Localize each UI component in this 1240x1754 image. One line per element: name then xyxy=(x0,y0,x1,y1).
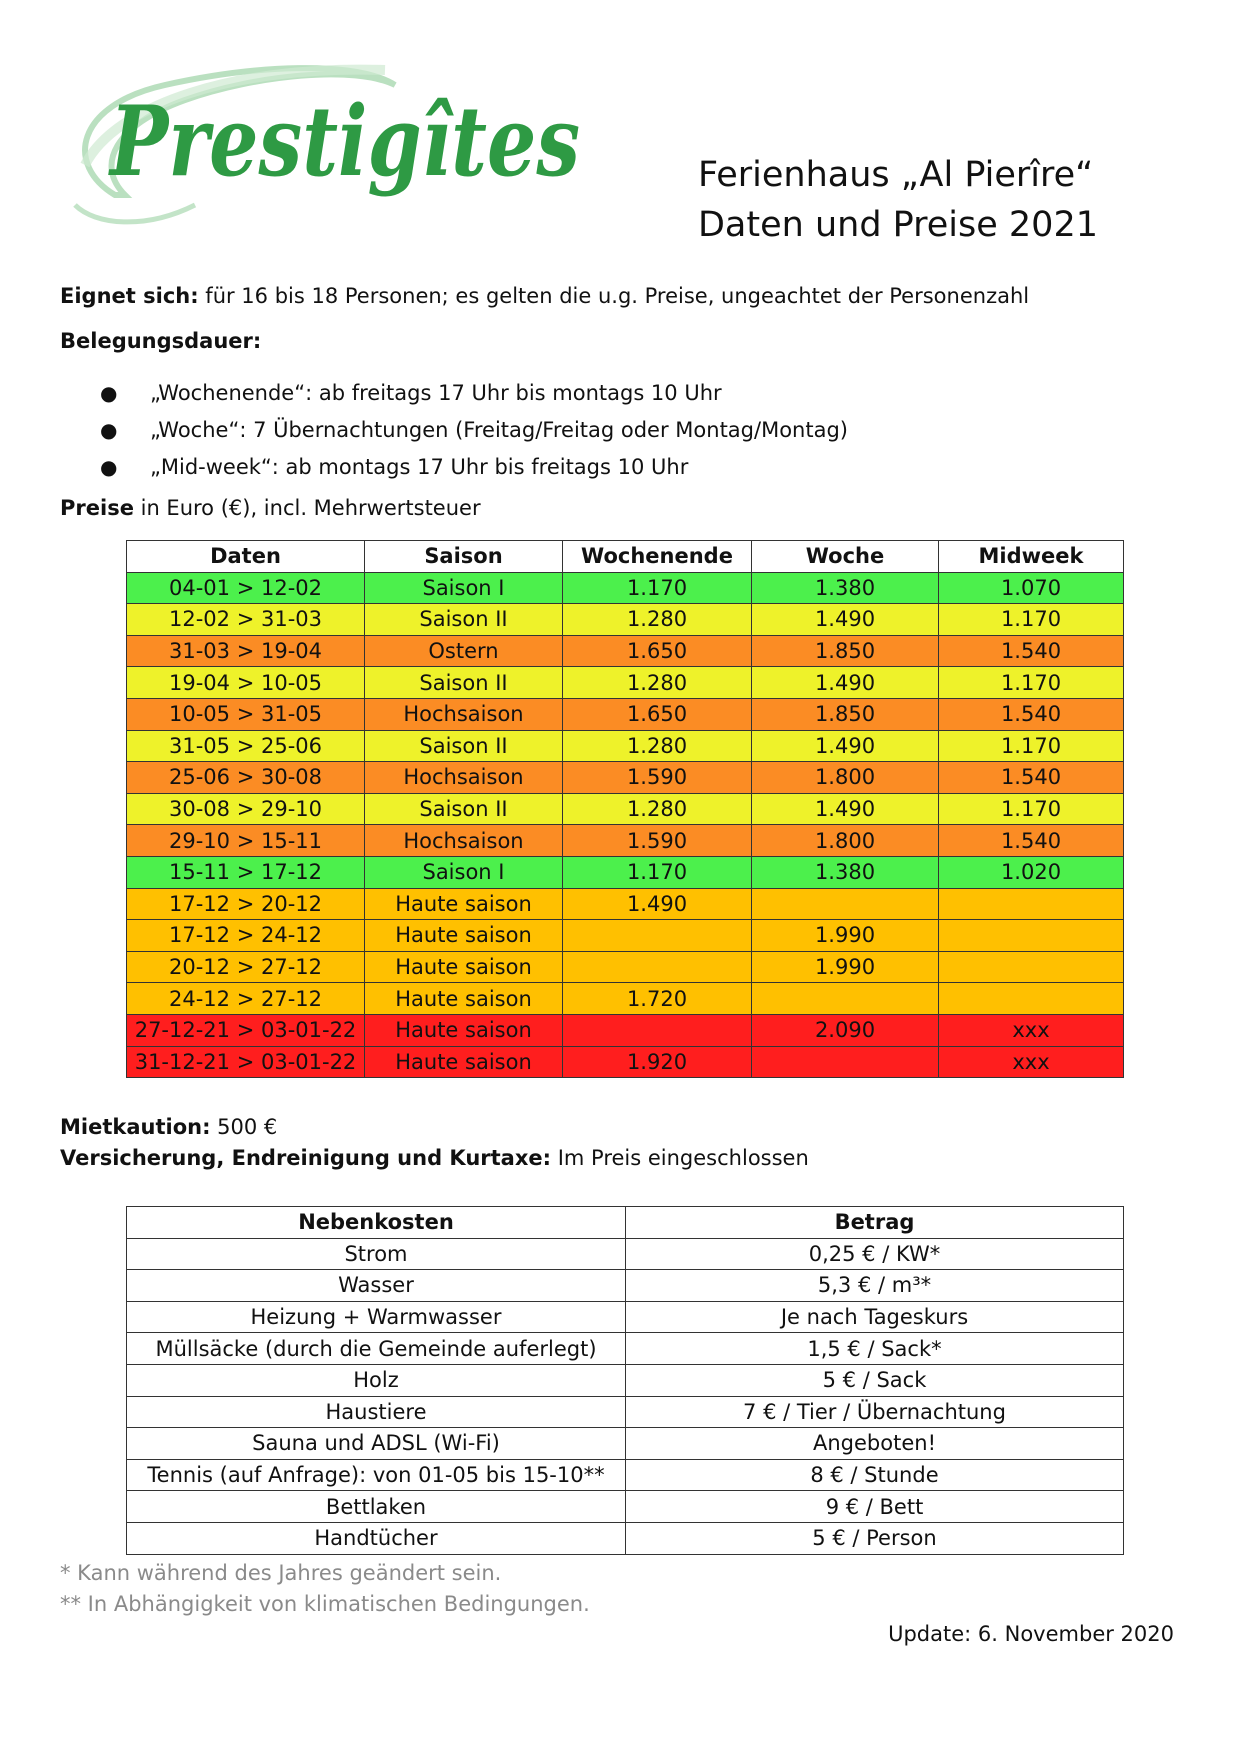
table-cell: 1.490 xyxy=(752,667,939,699)
table-cell: Tennis (auf Anfrage): von 01-05 bis 15-10** xyxy=(127,1459,626,1491)
table-row xyxy=(127,1333,1124,1365)
table-cell: 1.490 xyxy=(752,793,939,825)
table-cell: 1.490 xyxy=(752,730,939,762)
table-cell: 1.280 xyxy=(563,793,752,825)
table-cell xyxy=(752,1046,939,1078)
table-row xyxy=(127,1270,1124,1302)
table-cell: 1.170 xyxy=(939,667,1124,699)
table-cell: Saison II xyxy=(365,667,563,699)
table-cell xyxy=(563,920,752,952)
table-row xyxy=(127,572,1124,604)
table-cell: 25-06 > 30-08 xyxy=(127,762,365,794)
table-cell: Bettlaken xyxy=(127,1491,626,1523)
table-cell: 5 € / Sack xyxy=(626,1364,1124,1396)
table-cell: 1.650 xyxy=(563,635,752,667)
table-row xyxy=(127,730,1124,762)
table-cell: Hochsaison xyxy=(365,825,563,857)
table-cell: 19-04 > 10-05 xyxy=(127,667,365,699)
table-cell: 1.170 xyxy=(939,604,1124,636)
bullet-icon: ● xyxy=(100,381,118,405)
table-cell: 31-05 > 25-06 xyxy=(127,730,365,762)
table-row xyxy=(127,1396,1124,1428)
table-cell: 2.090 xyxy=(752,1014,939,1046)
table-cell: Sauna und ADSL (Wi-Fi) xyxy=(127,1428,626,1460)
table-cell: Haute saison xyxy=(365,920,563,952)
header-betrag: Betrag xyxy=(626,1207,1124,1239)
table-cell: 1.540 xyxy=(939,698,1124,730)
table-row xyxy=(127,1459,1124,1491)
table-cell: xxx xyxy=(939,1014,1124,1046)
list-item: ● „Mid-week“: ab montags 17 Uhr bis freitags 10 Uhr xyxy=(100,449,848,486)
table-cell: 31-12-21 > 03-01-22 xyxy=(127,1046,365,1078)
title-line-1: Ferienhaus „Al Pierîre“ xyxy=(697,155,1094,195)
table-cell: 17-12 > 20-12 xyxy=(127,888,365,920)
table-cell: Handtücher xyxy=(127,1522,626,1554)
duration-list xyxy=(100,375,848,486)
table-cell: 1.850 xyxy=(752,698,939,730)
table-cell: 1.170 xyxy=(563,572,752,604)
table-cell: 04-01 > 12-02 xyxy=(127,572,365,604)
table-row xyxy=(127,762,1124,794)
table-cell: 1.990 xyxy=(752,920,939,952)
table-row xyxy=(127,1046,1124,1078)
header-saison: Saison xyxy=(365,541,563,573)
table-cell: Hochsaison xyxy=(365,698,563,730)
table-row xyxy=(127,951,1124,983)
table-cell: Saison II xyxy=(365,793,563,825)
price-table xyxy=(126,540,1124,1078)
table-cell: 1.650 xyxy=(563,698,752,730)
table-cell: 15-11 > 17-12 xyxy=(127,856,365,888)
table-cell: 12-02 > 31-03 xyxy=(127,604,365,636)
header-wochenende: Wochenende xyxy=(563,541,752,573)
table-cell xyxy=(939,951,1124,983)
included-line: Versicherung, Endreinigung und Kurtaxe: Im Preis eingeschlossen xyxy=(60,1146,809,1170)
table-cell: 20-12 > 27-12 xyxy=(127,951,365,983)
table-row xyxy=(127,888,1124,920)
deposit-line: Mietkaution: 500 € xyxy=(60,1115,278,1139)
title-line-2: Daten und Preise 2021 xyxy=(697,205,1098,245)
table-cell: 1.490 xyxy=(752,604,939,636)
table-cell: Hochsaison xyxy=(365,762,563,794)
table-cell: 1.540 xyxy=(939,825,1124,857)
table-row xyxy=(127,793,1124,825)
table-cell: Saison I xyxy=(365,572,563,604)
table-cell: 7 € / Tier / Übernachtung xyxy=(626,1396,1124,1428)
table-cell: Haute saison xyxy=(365,951,563,983)
duration-heading: Belegungsdauer: xyxy=(60,329,262,353)
table-cell: xxx xyxy=(939,1046,1124,1078)
deposit-label: Mietkaution: xyxy=(60,1115,211,1139)
table-cell: Strom xyxy=(127,1238,626,1270)
table-cell: 1.170 xyxy=(563,856,752,888)
table-cell: 1.590 xyxy=(563,825,752,857)
table-cell: 1.170 xyxy=(939,730,1124,762)
table-cell: 1.800 xyxy=(752,825,939,857)
table-cell: 1.280 xyxy=(563,667,752,699)
table-cell: 1.170 xyxy=(939,793,1124,825)
prices-label: Preise xyxy=(60,496,134,520)
table-cell: 8 € / Stunde xyxy=(626,1459,1124,1491)
table-cell: 1.380 xyxy=(752,572,939,604)
table-cell: 1.380 xyxy=(752,856,939,888)
footnote-1: * Kann während des Jahres geändert sein. xyxy=(60,1561,502,1585)
table-row xyxy=(127,825,1124,857)
logo-wordmark: Prestigîtes xyxy=(107,85,580,198)
price-table-header xyxy=(127,541,1124,573)
table-cell: 27-12-21 > 03-01-22 xyxy=(127,1014,365,1046)
table-cell xyxy=(752,888,939,920)
table-cell: 5,3 € / m³* xyxy=(626,1270,1124,1302)
table-cell: 1.020 xyxy=(939,856,1124,888)
table-cell: 17-12 > 24-12 xyxy=(127,920,365,952)
table-row xyxy=(127,983,1124,1015)
table-row xyxy=(127,1238,1124,1270)
prices-intro: Preise in Euro (€), incl. Mehrwertsteuer xyxy=(60,496,481,520)
table-row xyxy=(127,667,1124,699)
table-cell: Haute saison xyxy=(365,1046,563,1078)
table-cell: 1.850 xyxy=(752,635,939,667)
table-cell: Saison II xyxy=(365,604,563,636)
extras-table-header xyxy=(127,1207,1124,1239)
suitable-label: Eignet sich: xyxy=(60,284,199,308)
table-cell xyxy=(939,888,1124,920)
list-item: ● „Woche“: 7 Übernachtungen (Freitag/Freitag oder Montag/Montag) xyxy=(100,412,848,449)
table-cell: 0,25 € / KW* xyxy=(626,1238,1124,1270)
table-cell: 1.540 xyxy=(939,635,1124,667)
table-row xyxy=(127,1491,1124,1523)
table-cell: Müllsäcke (durch die Gemeinde auferlegt) xyxy=(127,1333,626,1365)
suitable-text: für 16 bis 18 Personen; es gelten die u.g. Preise, ungeachtet der Personenzahl xyxy=(198,284,1030,308)
table-cell: Ostern xyxy=(365,635,563,667)
table-row xyxy=(127,1301,1124,1333)
table-cell: Saison II xyxy=(365,730,563,762)
header-woche: Woche xyxy=(752,541,939,573)
table-cell: Wasser xyxy=(127,1270,626,1302)
table-cell: 29-10 > 15-11 xyxy=(127,825,365,857)
table-row xyxy=(127,1014,1124,1046)
document-title xyxy=(698,150,1098,250)
table-cell: 9 € / Bett xyxy=(626,1491,1124,1523)
table-cell: 1.280 xyxy=(563,730,752,762)
table-cell: Haute saison xyxy=(365,888,563,920)
table-cell xyxy=(939,920,1124,952)
list-item: ● „Wochenende“: ab freitags 17 Uhr bis montags 10 Uhr xyxy=(100,375,848,412)
table-cell: 1.540 xyxy=(939,762,1124,794)
table-row xyxy=(127,1428,1124,1460)
table-row xyxy=(127,698,1124,730)
bullet-icon: ● xyxy=(100,418,118,442)
table-cell: 1.720 xyxy=(563,983,752,1015)
table-cell: Saison I xyxy=(365,856,563,888)
table-cell: Haute saison xyxy=(365,983,563,1015)
table-cell xyxy=(752,983,939,1015)
table-cell: 5 € / Person xyxy=(626,1522,1124,1554)
table-cell: 1.920 xyxy=(563,1046,752,1078)
table-row xyxy=(127,635,1124,667)
table-cell xyxy=(563,1014,752,1046)
bullet-icon: ● xyxy=(100,455,118,479)
table-cell: 1.590 xyxy=(563,762,752,794)
header-daten: Daten xyxy=(127,541,365,573)
table-cell: 1,5 € / Sack* xyxy=(626,1333,1124,1365)
table-cell: 1.490 xyxy=(563,888,752,920)
table-cell: 30-08 > 29-10 xyxy=(127,793,365,825)
prestigites-logo xyxy=(55,45,595,245)
table-cell: 1.990 xyxy=(752,951,939,983)
table-row xyxy=(127,920,1124,952)
table-cell: Heizung + Warmwasser xyxy=(127,1301,626,1333)
table-cell: Haute saison xyxy=(365,1014,563,1046)
suitable-line xyxy=(60,284,1029,308)
footnote-2: ** In Abhängigkeit von klimatischen Bedingungen. xyxy=(60,1592,590,1616)
header-nebenkosten: Nebenkosten xyxy=(127,1207,626,1239)
table-cell: Angeboten! xyxy=(626,1428,1124,1460)
update-date: Update: 6. November 2020 xyxy=(888,1622,1174,1646)
table-cell: Je nach Tageskurs xyxy=(626,1301,1124,1333)
table-cell: Haustiere xyxy=(127,1396,626,1428)
table-cell: 1.800 xyxy=(752,762,939,794)
table-cell: 24-12 > 27-12 xyxy=(127,983,365,1015)
extras-table xyxy=(126,1206,1124,1555)
table-cell: 1.070 xyxy=(939,572,1124,604)
header-midweek: Midweek xyxy=(939,541,1124,573)
table-cell: 10-05 > 31-05 xyxy=(127,698,365,730)
table-cell: Holz xyxy=(127,1364,626,1396)
table-row xyxy=(127,1364,1124,1396)
included-label: Versicherung, Endreinigung und Kurtaxe: xyxy=(60,1146,552,1170)
table-row xyxy=(127,604,1124,636)
table-cell xyxy=(563,951,752,983)
table-cell: 1.280 xyxy=(563,604,752,636)
table-cell xyxy=(939,983,1124,1015)
table-row xyxy=(127,1522,1124,1554)
table-row xyxy=(127,856,1124,888)
table-cell: 31-03 > 19-04 xyxy=(127,635,365,667)
